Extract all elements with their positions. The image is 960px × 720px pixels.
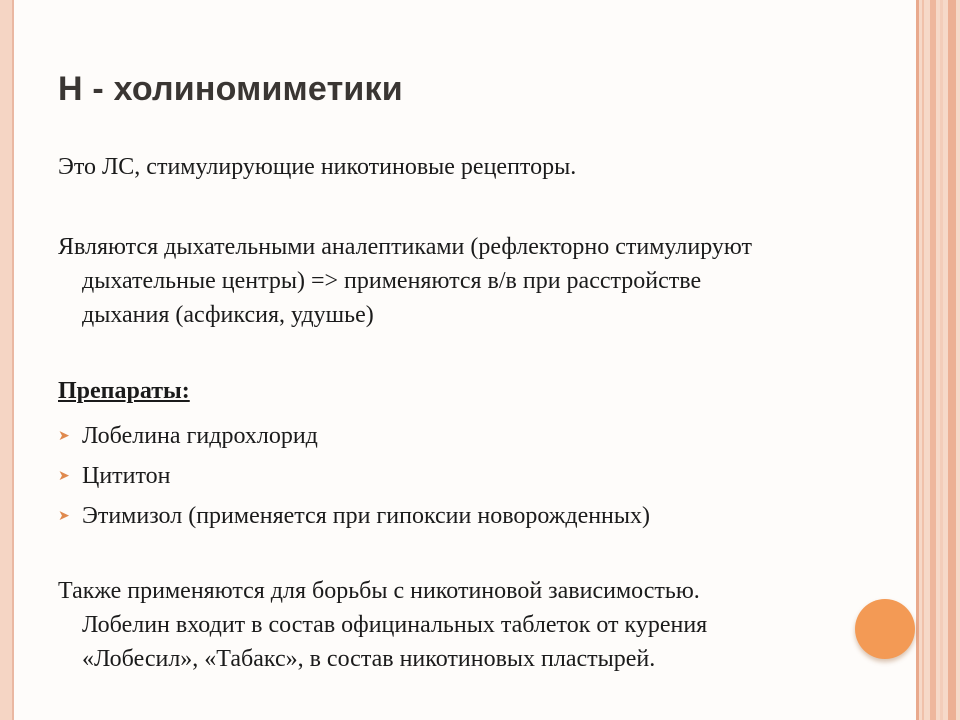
right-stripe	[922, 0, 924, 720]
chevron-right-icon: ➤	[58, 428, 70, 444]
analeptic-line: Являются дыхательными аналептиками (рефлекторно стимулируют	[58, 234, 752, 260]
analeptic-line: дыхательные центры) => применяются в/в при расстройстве	[82, 268, 702, 294]
analeptic-paragraph	[58, 230, 898, 332]
left-border-strip	[0, 0, 12, 720]
right-stripe	[940, 0, 943, 720]
decorative-circle	[855, 599, 915, 659]
drug-label: Этимизол (применяется при гипоксии новорожденных)	[82, 503, 651, 529]
right-stripe	[916, 0, 919, 720]
drug-list	[58, 416, 650, 536]
drugs-heading: Препараты:	[58, 378, 190, 404]
drug-label: Лобелина гидрохлорид	[82, 423, 318, 449]
drug-label: Цититон	[82, 463, 171, 489]
chevron-right-icon: ➤	[58, 468, 70, 484]
right-stripe	[948, 0, 956, 720]
also-line: Лобелин входит в состав официнальных таблеток от курения	[82, 612, 708, 638]
intro-text: Это ЛС, стимулирующие никотиновые рецепторы.	[58, 154, 577, 180]
analeptic-line: дыхания (асфиксия, удушье)	[82, 302, 374, 328]
chevron-right-icon: ➤	[58, 508, 70, 524]
also-line: «Лобесил», «Табакс», в состав никотиновых пластырей.	[82, 646, 656, 672]
left-border-line	[12, 0, 14, 720]
list-item	[58, 496, 650, 536]
slide-title: Н - холиномиметики	[58, 70, 403, 108]
also-paragraph	[58, 574, 858, 676]
list-item	[58, 456, 650, 496]
right-stripe	[930, 0, 936, 720]
list-item	[58, 416, 650, 456]
also-line: Также применяются для борьбы с никотиновой зависимостью.	[58, 578, 700, 604]
